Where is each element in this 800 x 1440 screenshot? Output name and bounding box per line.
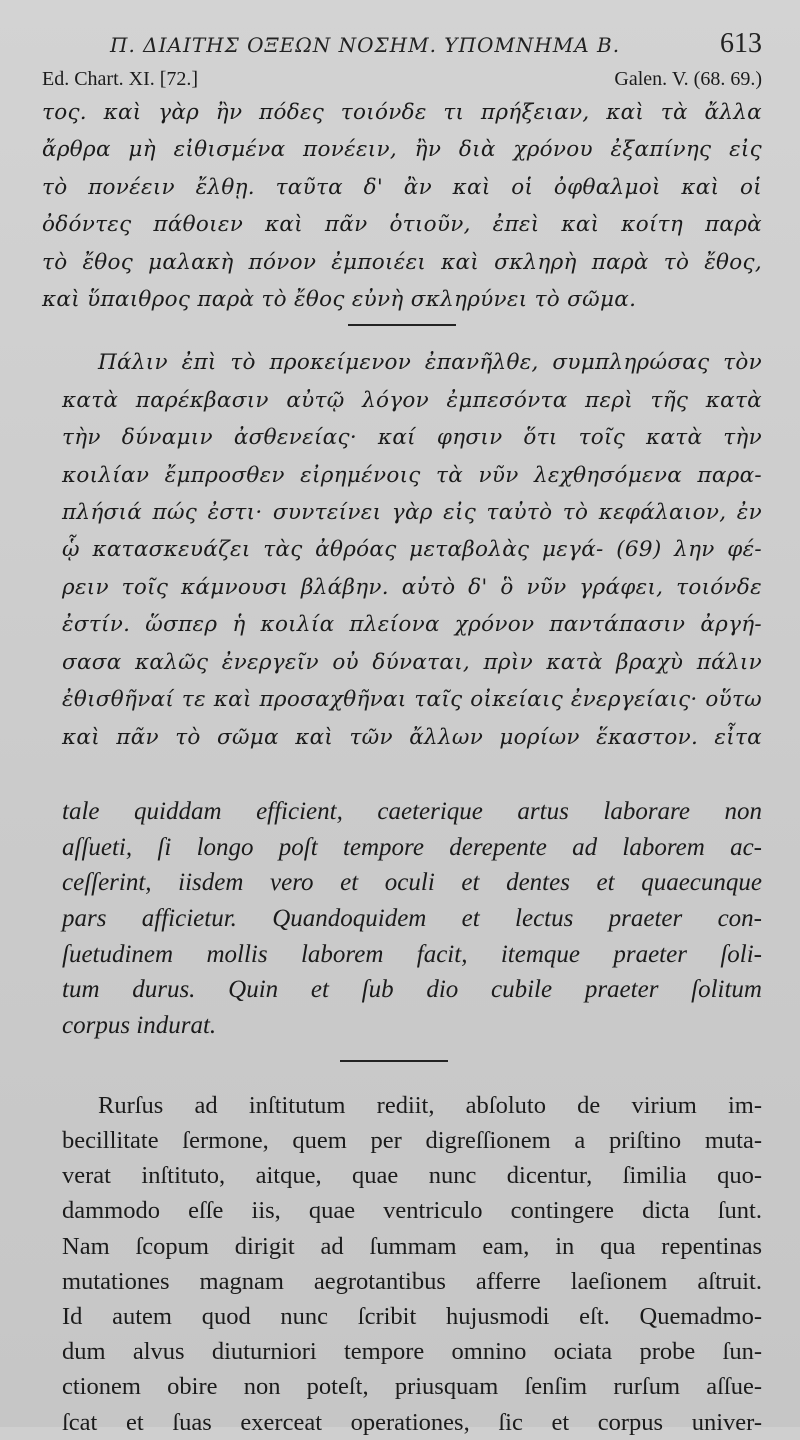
text-line: τὸ πονέειν ἔλθῃ. ταῦτα δ' ἂν καὶ οἱ ὀφθαλμοὶ καὶ οἱ bbox=[42, 174, 762, 200]
text-line: ὀδόντες πάθοιεν καὶ πᾶν ὁτιοῦν, ἐπεὶ καὶ κοίτη παρὰ bbox=[42, 212, 762, 238]
text-line: τος. καὶ γὰρ ἢν πόδες τοιόνδε τι πρήξειαν, καὶ τὰ ἄλλα bbox=[42, 100, 762, 125]
text-line: Nam ſcopum dirigit ad ſummam eam, in qua repentinas bbox=[62, 1232, 762, 1260]
latin-translation-italic bbox=[62, 794, 762, 1044]
text-line: ctionem obire non poteſt, priusquam ſenſim rurſum aſſue- bbox=[62, 1373, 762, 1401]
text-line: ἐστίν. ὥσπερ ἡ κοιλία πλείονα χρόνον παντάπασιν ἀργή- bbox=[62, 612, 762, 638]
text-line: aſſueti, ſi longo poſt tempore derepente ad laborem ac- bbox=[62, 833, 762, 861]
greek-text-block-1 bbox=[42, 94, 762, 318]
text-line: Πάλιν ἐπὶ τὸ προκείμενον ἐπανῆλθε, συμπληρώσας τὸν bbox=[98, 350, 762, 376]
running-title: Π. ΔΙΑΙΤΗΣ ΟΞΕΩΝ ΝΟΣΗΜ. ΥΠΟΜΝΗΜΑ Β. bbox=[110, 33, 621, 57]
text-line: ſcat et ſuas exerceat operationes, ſic et corpus univer- bbox=[62, 1408, 762, 1436]
text-line: dum alvus diuturniori tempore omnino ociata probe ſun- bbox=[62, 1338, 762, 1366]
text-line: ſuetudinem mollis laborem facit, itemque praeter ſoli- bbox=[62, 940, 762, 968]
text-line: mutationes magnam aegrotantibus afferre laeſionem aſtruit. bbox=[62, 1267, 762, 1295]
latin-commentary-roman bbox=[62, 1088, 762, 1440]
text-line: becillitate ſermone, quem per digreſſionem a priſtino muta- bbox=[62, 1127, 762, 1155]
text-line: verat inſtituto, aitque, quae nunc dicentur, ſimilia quo- bbox=[62, 1162, 762, 1190]
section-divider bbox=[340, 1060, 448, 1062]
text-line: πλήσιά πώς ἐστι· συντείνει γὰρ εἰς ταὐτὸ τὸ κεφάλαιον, ἐν bbox=[62, 500, 762, 526]
text-line: καὶ πᾶν τὸ σῶμα καὶ τῶν ἄλλων μορίων ἕκαστον. εἶτα bbox=[62, 724, 762, 750]
text-line: Id autem quod nunc ſcribit hujusmodi eſt. Quemadmo- bbox=[62, 1303, 762, 1331]
text-line: tum durus. Quin et ſub dio cubile praeter ſolitum bbox=[62, 976, 762, 1004]
page-number: 613 bbox=[720, 28, 762, 59]
text-line: σασα καλῶς ἐνεργεῖν οὐ δύναται, πρὶν κατὰ βραχὺ πάλιν bbox=[62, 649, 762, 675]
text-line: ρειν τοῖς κάμνουσι βλάβην. αὐτὸ δ' ὃ νῦν γράφει, τοιόνδε bbox=[62, 574, 762, 600]
text-line: καὶ ὕπαιθρος παρὰ τὸ ἔθος εὐνὴ σκληρύνει τὸ σῶμα. bbox=[42, 287, 637, 313]
edition-reference-left: Ed. Chart. XI. [72.] bbox=[42, 68, 199, 90]
text-line: τὸ ἔθος μαλακὴ πόνον ἐμποιέει καὶ σκληρὴ παρὰ τὸ ἔθος, bbox=[42, 249, 762, 275]
edition-reference-right: Galen. V. (68. 69.) bbox=[614, 68, 762, 90]
text-line: ἐθισθῆναί τε καὶ προσαχθῆναι ταῖς οἰκείαις ἐνεργείαις· οὕτω bbox=[62, 687, 762, 713]
text-line: corpus indurat. bbox=[62, 1012, 217, 1040]
text-line: pars afficietur. Quandoquidem et lectus praeter con- bbox=[62, 905, 762, 933]
text-line: ceſſerint, iisdem vero et oculi et dentes et quaecunque bbox=[62, 869, 762, 897]
edition-line bbox=[42, 68, 762, 94]
text-line: κοιλίαν ἔμπροσθεν εἰρημένοις τὰ νῦν λεχθησόμενα παρα- bbox=[62, 462, 762, 488]
text-line: Rurſus ad inſtitutum rediit, abſoluto de virium im- bbox=[98, 1091, 762, 1119]
text-line: tale quiddam efficient, caeterique artus laborare non bbox=[62, 797, 762, 825]
text-line: ᾧ κατασκευάζει τὰς ἀθρόας μεταβολὰς μεγά- (69) λην φέ- bbox=[62, 537, 762, 563]
text-line: κατὰ παρέκβασιν αὐτῷ λόγον ἐμπεσόντα περὶ τῆς κατὰ bbox=[62, 387, 762, 413]
text-line: ἄρθρα μὴ εἰθισμένα πονέειν, ἢν διὰ χρόνου ἐξαπίνης εἰς bbox=[42, 137, 762, 163]
text-line: τὴν δύναμιν ἀσθενείας· καί φησιν ὅτι τοῖς κατὰ τὴν bbox=[62, 425, 762, 451]
running-head bbox=[62, 28, 762, 68]
section-divider bbox=[348, 324, 456, 326]
greek-text-block-2 bbox=[62, 344, 762, 755]
text-line: dammodo eſſe iis, quae ventriculo contingere dicta ſunt. bbox=[62, 1197, 762, 1225]
